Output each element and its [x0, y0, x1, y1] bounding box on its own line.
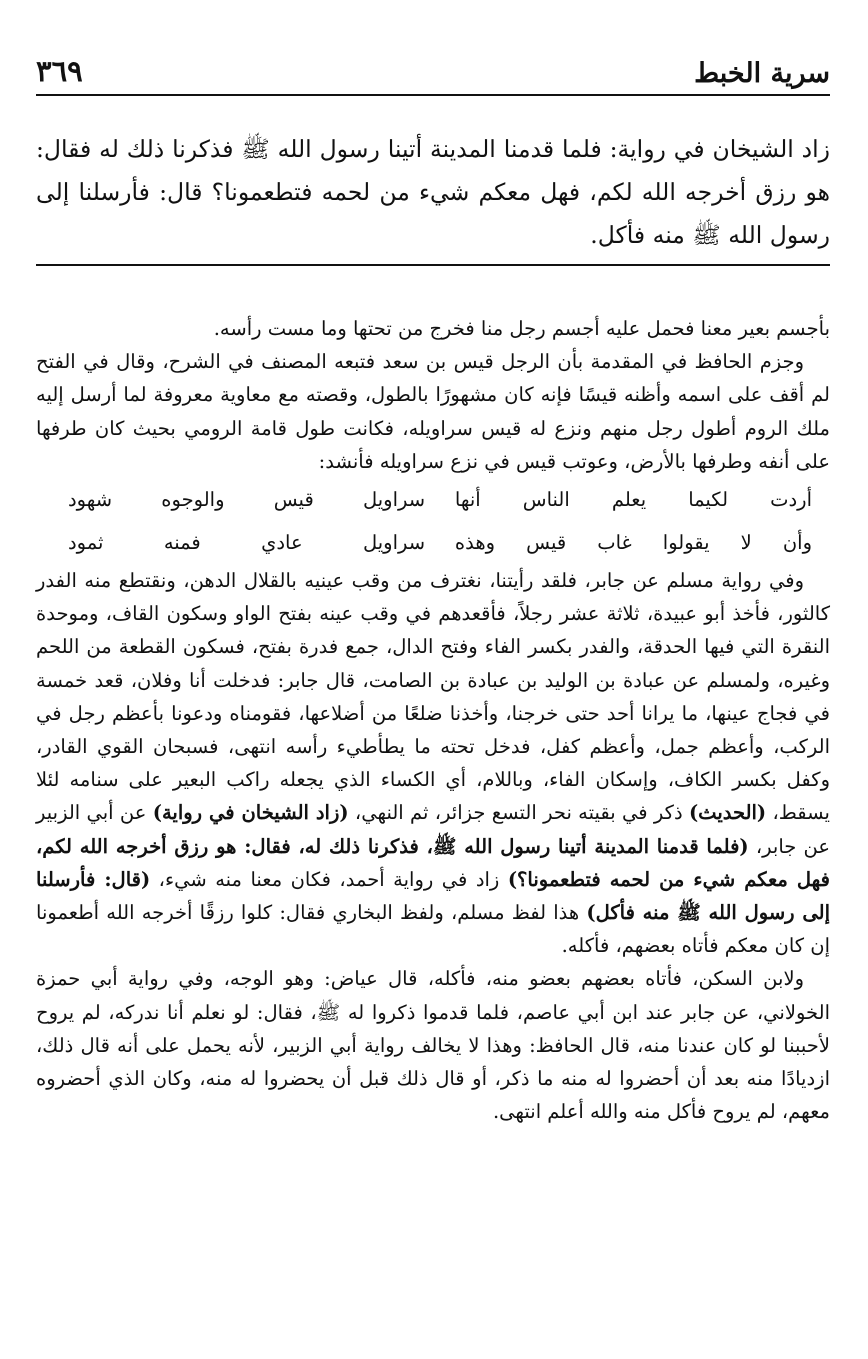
commentary-text: وفي رواية مسلم عن جابر، فلقد رأيتنا، نغترف من وقب عينيه بالقلال الدهن، ونقتطع منه الفدر كالثور، فأخذ أبو عبيدة، ثلاثة عشر رجلاً، فأقعدهم في وقب عينه بفتح الواو وسكون القاف، وموحدة النقرة التي فيها الحدقة، والفدر بكسر الفاء وفتح الدال، جمع فدرة بفتح، فسكون القطعة من اللحم وغيره، ولمسلم عن عبادة بن الوليد بن عبادة بن الصامت، قال جابر: فدخلت أنا وفلان، قعد خمسة في فجاج عينها، ما يرانا أحد حتى خرجنا، وأخذنا ضلعًا من أضلاعها، فقومناه ودعونا بأعظم رجل في الركب، وأعظم جمل، وأعظم كفل، فدخل تحته ما يطأطيء رأسه انتهى، فسبحان القوي القادر، وكفل بكسر الكاف، وإسكان الفاء، وباللام، أي الكساء الذي يجعله راكب البعير على سنامه لئلا يسقط، [36, 569, 830, 825]
verse-first-hemistich: أردت لكيما يعلم الناس أنها [454, 488, 812, 512]
verse-second-hemistich: سراويل قيس والوجوه شهود [68, 488, 426, 512]
quoted-matn: (قال: فأرسلنا إلى رسول الله ﷺ منه فأكل) [36, 867, 830, 925]
commentary-paragraph: ولابن السكن، فأتاه بعضهم بعضو منه، فأكله، قال عياض: وهو الوجه، وفي رواية أبي حمزة الخولاني، عن جابر عند ابن أبي عاصم، فلما قدموا ذكروا له ﷺ، فقال: لو نعلم أنا ندركه، لم يروح لأحببنا لو كان عندنا منه، قال الحافظ: وهذا لا يخالف رواية أبي الزبير، لأنه يحمل على أنه قال ذلك، ازديادًا منه بعد أن أحضروا له منه ما ذكر، أو قال ذلك قبل أن يحضروا له منه، وكان الذي أحضروه معهم، لم يروح فأكل منه والله أعلم انتهى. [36, 967, 830, 1124]
commentary-text: ذكر في بقيته نحر التسع جزائر، ثم النهي، [348, 801, 689, 825]
separator-rule [36, 264, 830, 266]
page-header [36, 50, 830, 96]
running-title: سرية الخبط [694, 58, 830, 89]
commentary-paragraph: بأجسم بعير معنا فحمل عليه أجسم رجل منا فخرج من تحتها وما مست رأسه. [213, 317, 830, 340]
commentary-text: هذا لفظ مسلم، ولفظ البخاري فقال: كلوا رزقًا أخرجه الله أطعمونا إن كان معكم فأتاه بعضهم، فأكله. [36, 901, 830, 958]
commentary-text: زاد في رواية أحمد، فكان معنا منه شيء، [150, 867, 508, 891]
commentary-paragraph: وجزم الحافظ في المقدمة بأن الرجل قيس بن سعد فتبعه المصنف في الشرح، وقال في الفتح لم أقف على اسمه وأظنه قيسًا فإنه كان مشهورًا بالطول، وقصته مع معاوية معروفة لما أرسل إليه ملك الروم أطول رجل منهم ونزع له قيس سراويله، فكانت طول قامة الرومي بحيث كان طرفها على أنفه وطرفها بالأرض، وعوتب قيس في نزع سراويله فأنشد: [36, 350, 830, 473]
commentary-paragraph [36, 564, 830, 962]
poem [36, 478, 830, 564]
verse-second-hemistich: سراويل عادي فمنه ثمود [68, 531, 426, 555]
poem-verse [68, 478, 812, 521]
commentary-block [36, 312, 830, 1342]
quoted-matn: (فلما قدمنا المدينة أتينا رسول الله ﷺ، فذكرنا ذلك له، فقال: هو رزق أخرجه الله لكم، فهل معكم شيء من لحمه فتطعمونا؟) [36, 834, 830, 891]
commentary-text: عن أبي الزبير عن جابر، [36, 801, 830, 858]
page-number: ٣٦٩ [36, 54, 83, 88]
hadith-text: زاد الشيخان في رواية: فلما قدمنا المدينة أتينا رسول الله ﷺ فذكرنا ذلك له فقال: هو رزق أخرجه الله لكم، فهل معكم شيء من لحمه فتطعمونا؟ قال: فأرسلنا إلى رسول الله ﷺ منه فأكل. [36, 135, 830, 249]
verse-first-hemistich: وأن لا يقولوا غاب قيس وهذه [454, 531, 812, 555]
poem-verse [68, 521, 812, 564]
quoted-matn: (الحديث) [688, 801, 767, 825]
quoted-matn: (زاد الشيخان في رواية) [152, 801, 349, 825]
hadith-text-block [36, 128, 830, 258]
